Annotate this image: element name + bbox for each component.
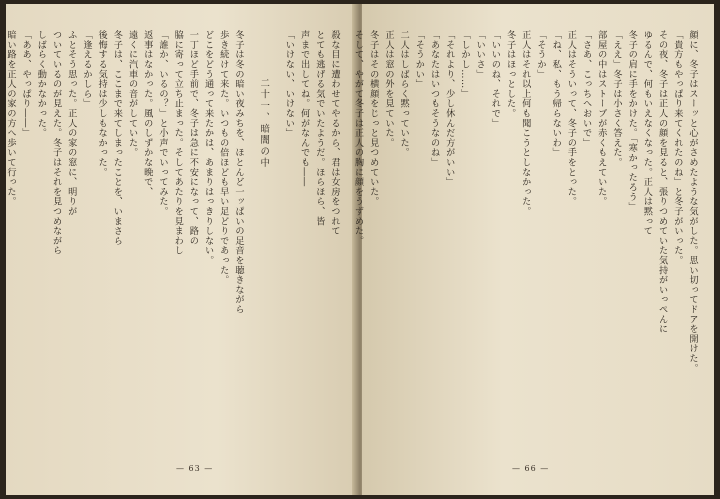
- text-line: 「ええ」冬子は小さく答えた。: [610, 30, 622, 168]
- text-line: 「ね、私、もう帰らないわ」: [550, 30, 562, 158]
- text-line: 正人はそういって、冬子の手をとった。: [565, 30, 577, 207]
- text-line: 冬子は、ここまで来てしまったことを、いまさら: [111, 30, 123, 246]
- text-line: どこをどう通って来たかは、あまりはっきりしない。: [202, 30, 214, 266]
- right-page-text: [352, 30, 700, 450]
- text-line: しばらく動かなかった。: [35, 30, 47, 138]
- text-line: 冬子の肩に手をかけた。「寒かったろう」: [626, 30, 638, 212]
- text-line: 二人はしばらく黙っていた。: [398, 30, 410, 158]
- text-line: とても逃げる気でいたようだ。ほらほら、皆: [313, 30, 325, 226]
- text-line: 「逢えるかしら」: [80, 30, 92, 109]
- chapter-heading: 二十一、暗闇の中: [258, 78, 270, 170]
- text-line: 一丁ほど手前で、冬子は急に不安になって、路の: [187, 30, 199, 246]
- text-line: 「さあ、こっちへおいで」: [580, 30, 592, 148]
- left-page-text: [4, 30, 342, 450]
- text-line: 「いけない、いけない」: [283, 30, 295, 138]
- text-line: 「誰か、いるの？」と小声でいってみた。: [156, 30, 168, 217]
- text-line: 声まで出してね。何がなんでも――: [298, 30, 310, 187]
- text-line: 「そうか」: [534, 30, 546, 79]
- text-line: 正人は窓の外を見ていた。: [382, 30, 394, 148]
- text-line: ふとそう思った。正人の家の窓に、明りが: [65, 30, 77, 217]
- text-line: その夜、冬子は正人の顔を見ると、張りつめていた気持がいっぺんに: [656, 30, 668, 334]
- text-line: 返事はなかった。風のしずかな晩で、: [141, 30, 153, 197]
- text-line: 殺な目に遭わせてやるから、君は女房をつれて: [329, 30, 340, 236]
- text-line: 「それより、少し休んだ方がいい」: [443, 30, 455, 187]
- text-line: [0, 30, 3, 450]
- page-number-left: — 63 —: [176, 464, 214, 473]
- text-line: 冬子はその横顔をじっと見つめていた。: [367, 30, 379, 207]
- page-number-right: — 66 —: [512, 464, 550, 473]
- text-line: 歩き続けて来た。いつもの倍ほども早い足どりであった。: [217, 30, 229, 285]
- text-line: そして、やがて冬子は正人の胸に顔をうずめた。: [352, 30, 364, 246]
- right-page: [352, 4, 714, 495]
- left-page: [6, 4, 358, 495]
- text-line: 冬子はほっとした。: [504, 30, 516, 119]
- text-line: 脇に寄って立ち止まった。そしてあたりを見まわし: [172, 30, 184, 256]
- text-line: ゆるんで、何もいえなくなった。正人は黙って: [641, 30, 653, 236]
- text-line: 「あなたはいつもそうなのね」: [428, 30, 440, 168]
- text-line: ついているのが見えた。冬子はそれを見つめながら: [50, 30, 62, 256]
- text-line: 正人はそれ以上何も聞こうとしなかった。: [519, 30, 531, 217]
- text-line: 「貴方もやっぱり来てくれたのね」と冬子がいった。: [671, 30, 683, 266]
- text-line: 「しかし……」: [458, 30, 470, 99]
- text-line: 「いいさ」: [474, 30, 486, 79]
- text-line: 「そうかい」: [413, 30, 425, 89]
- text-line: 部屋の中はストーブが赤くもえていた。: [595, 30, 607, 207]
- text-line: 遠くに汽車の音がしていた。: [126, 30, 138, 158]
- text-line: 後悔する気持は少しもなかった。: [96, 30, 108, 177]
- text-line: 「いいのね、それで」: [489, 30, 501, 128]
- text-line: 「ああ、やっぱり――」: [20, 30, 32, 138]
- text-line: 暗い路を正人の家の方へ歩いて行った。: [4, 30, 16, 207]
- text-line: 冬子は冬の暗い夜みちを、ほとんど一ッぱいの足音を聴きながら: [232, 30, 244, 315]
- text-line: 顔に、冬子はスーッと心がさめたような気がした。思い切ってドアを開けた。: [687, 30, 698, 373]
